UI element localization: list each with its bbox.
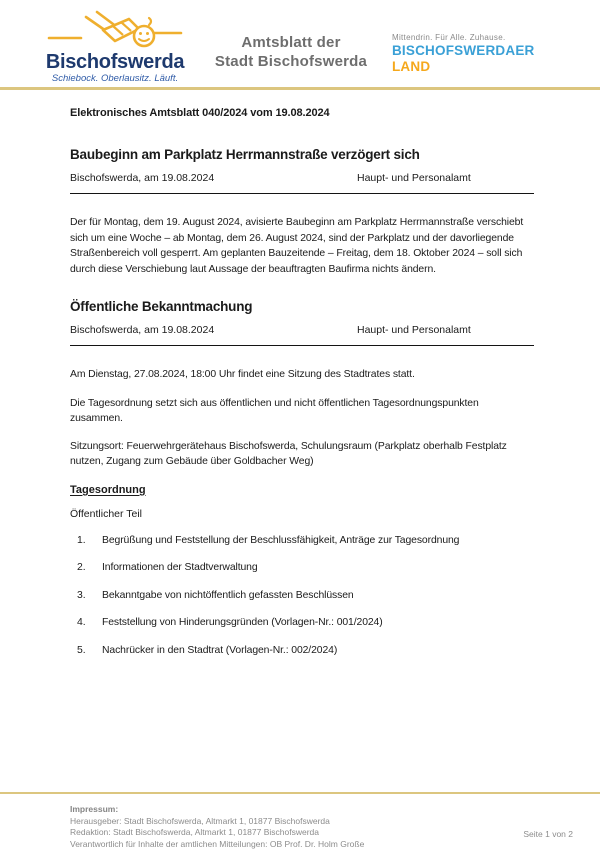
impressum-line-redaktion: Redaktion: Stadt Bischofswerda, Altmarkt 1, 01877 Bischofswerda: [70, 827, 319, 837]
agenda-item: [70, 588, 534, 604]
agenda-item: [70, 560, 534, 576]
document-title: [215, 33, 367, 71]
article2-divider: [70, 345, 534, 346]
land-brand-part2: LAND: [391, 59, 431, 74]
land-logo-tagline: Mittendrin. Für Alle. Zuhause.: [391, 33, 506, 42]
article2-title: Öffentliche Bekanntmachung: [70, 299, 253, 314]
footer-inner: [0, 794, 600, 850]
document-title-line1: Amtsblatt der: [241, 33, 341, 51]
agenda-item: [70, 533, 534, 549]
article1-department: Haupt- und Personalamt: [357, 172, 471, 184]
impressum-line-herausgeber: Herausgeber: Stadt Bischofswerda, Altmarkt 1, 01877 Bischofswerda: [70, 815, 330, 826]
city-logo-name: Bischofswerda: [45, 50, 185, 73]
agenda-item-number: 4.: [77, 617, 86, 628]
city-logo: [40, 9, 190, 85]
page-content: [0, 107, 600, 658]
agenda-item-text: Nachrücker in den Stadtrat (Vorlagen-Nr.: 002/2024): [102, 644, 338, 656]
agenda-item-text: Informationen der Stadtverwaltung: [102, 562, 258, 573]
article1-date-row: [70, 172, 534, 185]
agenda-item-number: 2.: [77, 562, 86, 573]
article2-place-date: Bischofswerda, am 19.08.2024: [70, 324, 215, 336]
page-footer: [0, 792, 600, 850]
agenda-item-text: Feststellung von Hinderungsgründen (Vorlagen-Nr.: 001/2024): [102, 617, 383, 628]
meeting-announcement: Am Dienstag, 27.08.2024, 18:00 Uhr findet eine Sitzung des Stadtrates statt.: [70, 369, 415, 380]
article1-place-date: Bischofswerda, am 19.08.2024: [70, 172, 215, 184]
schiebock-mascot-icon: [45, 9, 185, 51]
issue-line: Elektronisches Amtsblatt 040/2024 vom 19.08.2024: [70, 107, 330, 119]
article1-divider: [70, 193, 534, 194]
agenda-item-text: Bekanntgabe von nichtöffentlich gefassten Beschlüssen: [102, 589, 354, 601]
public-section-label: Öffentlicher Teil: [70, 507, 142, 520]
land-logo-brand: [392, 43, 574, 75]
agenda-item-number: 1.: [77, 534, 86, 546]
agenda-item: [70, 643, 534, 659]
land-brand-part1: BISCHOFSWERDAER: [391, 43, 535, 58]
article1-title: Baubeginn am Parkplatz Herrmannstraße verzögert sich: [70, 147, 420, 162]
page-indicator: Seite 1 von 2: [523, 829, 573, 839]
document-title-line2: Stadt Bischofswerda: [214, 52, 368, 70]
article2-date-row: [70, 324, 534, 337]
agenda-item-number: 3.: [77, 589, 86, 601]
agenda-item: [70, 615, 534, 631]
impressum-label: Impressum:: [70, 804, 119, 814]
impressum-block: [70, 804, 573, 850]
agenda-item-text: Begrüßung und Feststellung der Beschlussfähigkeit, Anträge zur Tagesordnung: [102, 534, 460, 546]
article2-department: Haupt- und Personalamt: [357, 324, 471, 336]
city-logo-tagline: Schiebock. Oberlausitz. Läuft.: [51, 72, 179, 84]
agenda-list: [70, 533, 534, 659]
header-divider: [0, 87, 600, 90]
page-header: [0, 0, 600, 87]
agenda-composition-note: Die Tagesordnung setzt sich aus öffentlichen und nicht öffentlichen Tagesordnungspunkten zusammen.: [70, 397, 479, 424]
agenda-heading: Tagesordnung: [70, 483, 146, 496]
article1-body: Der für Montag, dem 19. August 2024, avisierte Baubeginn am Parkplatz Herrmannstraße verschiebt sich um eine Woche – ab Montag, dem 26. August 2024, sind der Parkplatz und der davorliegende Straßenbereich voll gesperrt. Am geplanten Bauzeitende – Freitag, dem 18. Oktober 2024 – soll sich durch diese Verschiebung laut Aussage der beauftragten Baufirma nichts ändern.: [70, 217, 524, 275]
impressum-line-verantwortlich: Verantwortlich für Inhalte der amtlichen Mitteilungen: OB Prof. Dr. Holm Große: [70, 838, 365, 849]
meeting-location: Sitzungsort: Feuerwehrgerätehaus Bischofswerda, Schulungsraum (Parkplatz oberhalb Festplatz nutzen, Zugang zum Gebäude über Goldbacher Weg): [70, 440, 507, 467]
agenda-item-number: 5.: [77, 644, 86, 656]
land-logo: [392, 32, 574, 75]
